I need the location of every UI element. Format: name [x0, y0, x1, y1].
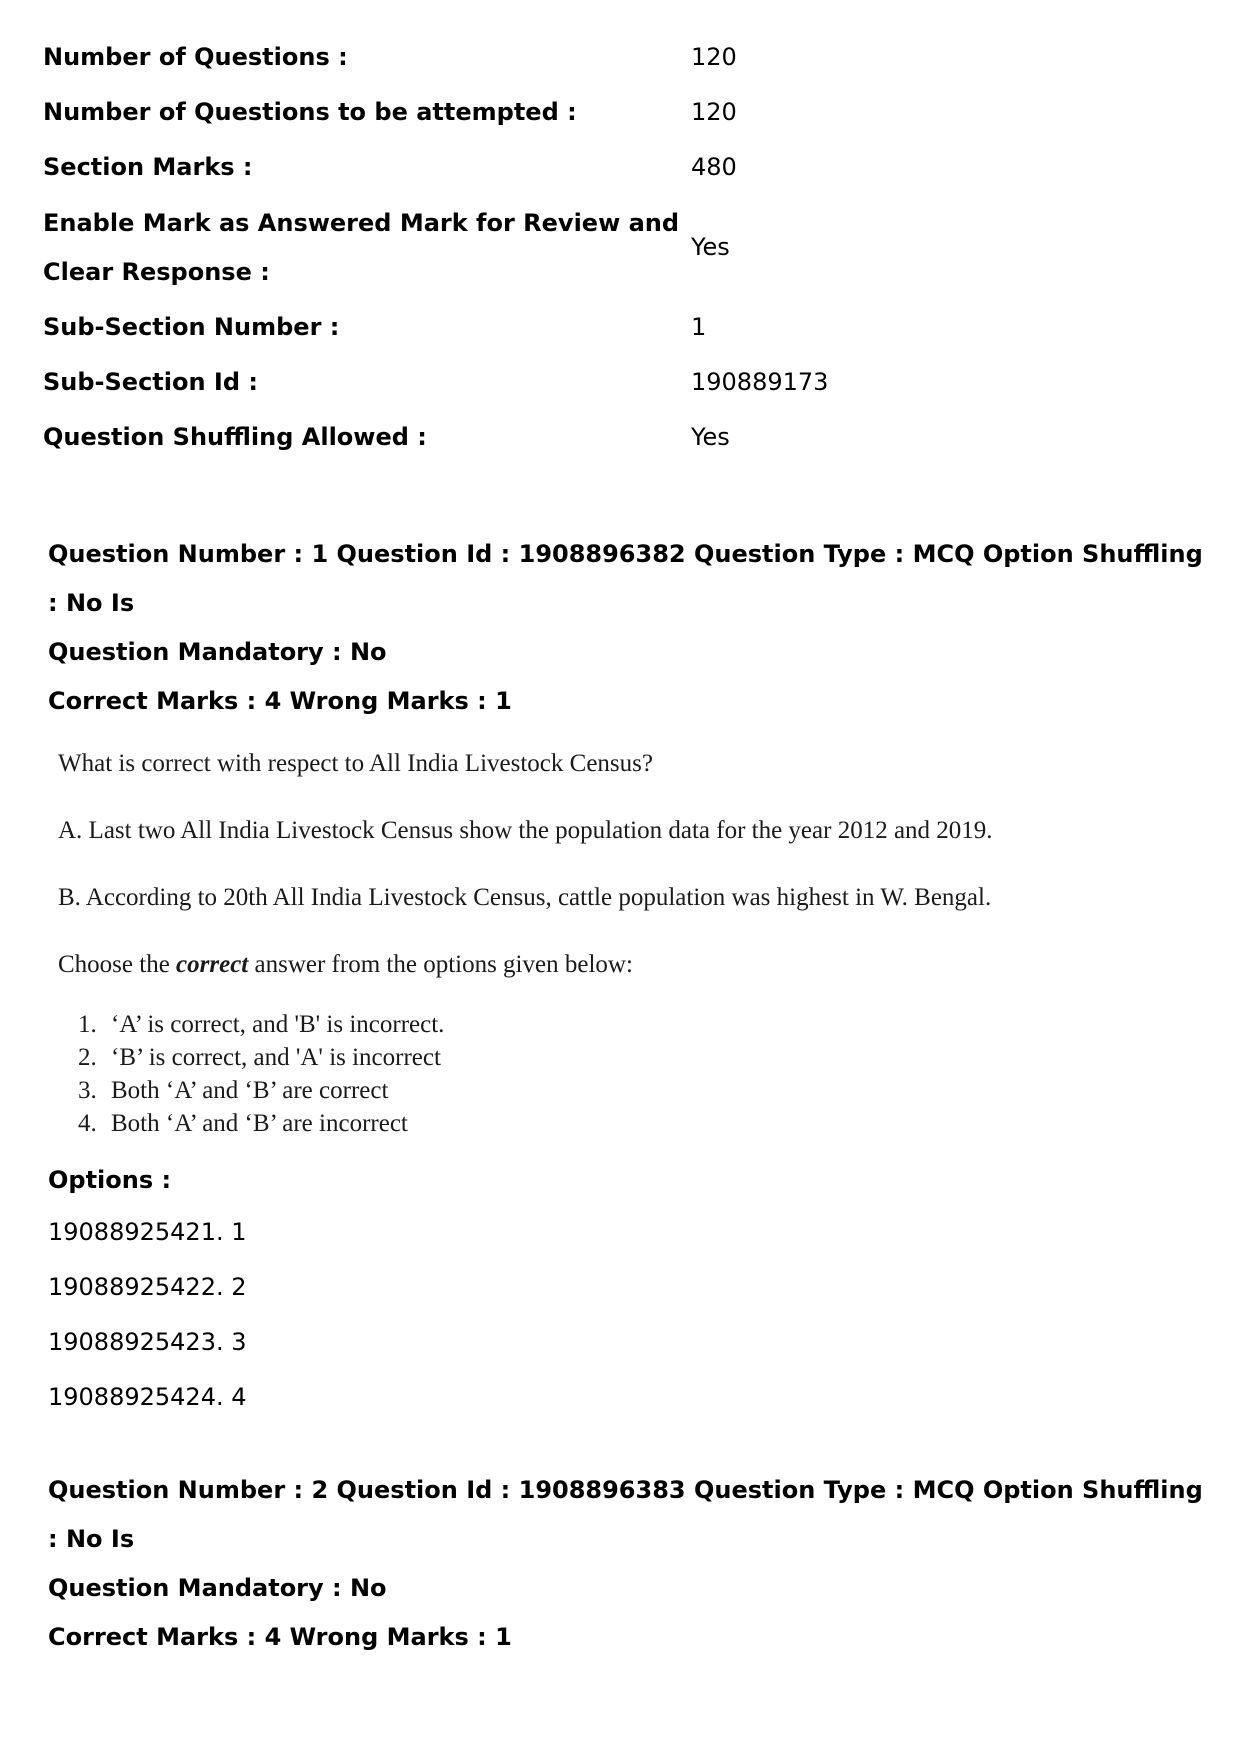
- info-value: 480: [691, 153, 737, 181]
- info-value: Yes: [691, 423, 730, 451]
- statement-a: A. Last two All India Livestock Census show the population data for the year 2012 and 2019.: [58, 817, 993, 844]
- option-item: 19088925423. 3: [48, 1328, 247, 1356]
- info-value: 1: [691, 313, 707, 341]
- question-header: Question Mandatory : No: [48, 1574, 387, 1602]
- info-row-number-of-questions: [43, 30, 943, 85]
- instruction-text: answer from the options given below:: [248, 951, 633, 978]
- option-item: 19088925422. 2: [48, 1273, 247, 1301]
- info-value: Yes: [691, 233, 730, 261]
- statement-b: B. According to 20th All India Livestock Census, cattle population was highest in W. Bengal.: [58, 884, 992, 911]
- instruction-text: Choose the: [58, 951, 177, 978]
- info-label: Sub-Section Id :: [43, 368, 258, 396]
- choice-item: 3. Both ‘A’ and ‘B’ are correct: [103, 1074, 1208, 1107]
- question-marks: Correct Marks : 4 Wrong Marks : 1: [48, 1623, 512, 1651]
- info-value: 120: [691, 43, 737, 71]
- info-label: Number of Questions :: [43, 43, 348, 71]
- question-header: Question Mandatory : No: [48, 638, 387, 666]
- info-label: [43, 199, 691, 297]
- option-item: 19088925421. 1: [48, 1218, 247, 1246]
- info-label: Number of Questions to be attempted :: [43, 98, 577, 126]
- question-stem: What is correct with respect to All India Livestock Census?: [58, 750, 653, 777]
- info-row-section-marks: [43, 140, 943, 195]
- choice-list: [58, 1008, 1208, 1140]
- choice-item: 2. ‘B’ is correct, and 'A' is incorrect: [103, 1041, 1208, 1074]
- info-label-line: Clear Response :: [43, 257, 270, 286]
- info-label-line: Enable Mark as Answered Mark for Review and: [43, 208, 680, 237]
- info-label: Section Marks :: [43, 153, 253, 181]
- info-row-enable-mark-answered: [43, 195, 943, 300]
- question-header: Question Number : 2 Question Id : 1908896383 Question Type : MCQ Option Shuffling : No Is: [48, 1476, 1203, 1553]
- info-row-question-shuffling: [43, 410, 943, 465]
- section-info-table: [43, 30, 943, 465]
- question-block-1: [48, 530, 1208, 1425]
- options-title: Options :: [48, 1166, 172, 1194]
- question-marks: Correct Marks : 4 Wrong Marks : 1: [48, 687, 512, 715]
- info-label: Question Shuffling Allowed :: [43, 423, 427, 451]
- option-item: 19088925424. 4: [48, 1383, 247, 1411]
- question-instruction: [58, 949, 1208, 980]
- info-row-sub-section-id: [43, 355, 943, 410]
- info-value: 120: [691, 98, 737, 126]
- info-row-sub-section-number: [43, 300, 943, 355]
- choice-item: 4. Both ‘A’ and ‘B’ are incorrect: [103, 1107, 1208, 1140]
- info-value: 190889173: [691, 368, 829, 396]
- question-block-2: [48, 1466, 1208, 1662]
- instruction-emphasis: correct: [176, 951, 249, 978]
- question-header: Question Number : 1 Question Id : 1908896382 Question Type : MCQ Option Shuffling : No Is: [48, 540, 1203, 617]
- question-body-image: [58, 748, 1208, 1140]
- info-label: Sub-Section Number :: [43, 313, 340, 341]
- info-row-questions-to-attempt: [43, 85, 943, 140]
- choice-item: 1. ‘A’ is correct, and 'B' is incorrect.: [103, 1008, 1208, 1041]
